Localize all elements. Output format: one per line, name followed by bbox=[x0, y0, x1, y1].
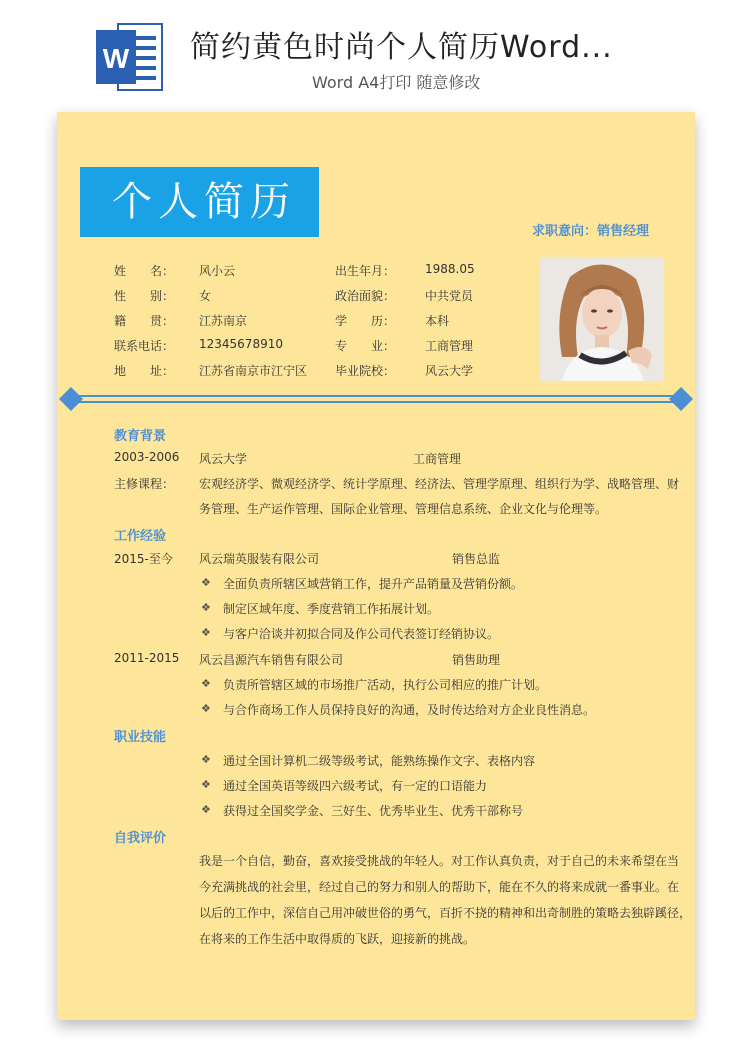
job-duty: 全面负责所辖区域营销工作，提升产品销量及营销份额。 bbox=[223, 577, 524, 591]
self-eval-line: 在将来的工作生活中取得质的飞跃，迎接新的挑战。 bbox=[199, 932, 476, 946]
section-title-skills: 职业技能 bbox=[114, 730, 167, 745]
skill-item: 获得过全国奖学金、三好生、优秀毕业生、优秀干部称号 bbox=[223, 804, 524, 818]
info-value-politics: 中共党员 bbox=[425, 289, 474, 303]
document-subtitle: Word A4打印 随意修改 bbox=[312, 73, 481, 92]
word-file-icon bbox=[96, 22, 164, 92]
job-company: 风云昌源汽车销售有限公司 bbox=[199, 653, 344, 667]
bullet-icon: ❖ bbox=[201, 677, 211, 690]
bullet-icon: ❖ bbox=[201, 601, 211, 614]
info-label-degree: 学 历： bbox=[335, 314, 396, 328]
info-value-phone: 12345678910 bbox=[199, 337, 283, 351]
info-value-school: 风云大学 bbox=[425, 364, 474, 378]
info-value-degree: 本科 bbox=[425, 314, 450, 328]
info-value-major: 工商管理 bbox=[425, 339, 474, 353]
job-duty: 与客户洽谈并初拟合同及作公司代表签订经销协议。 bbox=[223, 627, 500, 641]
info-value-birth: 1988.05 bbox=[425, 262, 475, 276]
bullet-icon: ❖ bbox=[201, 778, 211, 791]
info-label-name: 姓 名： bbox=[114, 264, 175, 278]
profile-photo bbox=[540, 257, 664, 381]
job-objective: 求职意向：销售经理 bbox=[531, 224, 649, 239]
info-value-gender: 女 bbox=[199, 289, 212, 303]
section-title-self: 自我评价 bbox=[114, 831, 167, 846]
info-label-phone: 联系电话： bbox=[114, 339, 175, 353]
resume-title: 个人简历 bbox=[80, 167, 319, 237]
job-duty: 与合作商场工作人员保持良好的沟通，及时传达给对方企业良性消息。 bbox=[223, 703, 596, 717]
courses-line: 宏观经济学、微观经济学、统计学原理、经济法、管理学原理、组织行为学、战略管理、财 bbox=[199, 477, 680, 491]
document-header bbox=[0, 0, 750, 105]
info-label-politics: 政治面貌： bbox=[335, 289, 396, 303]
section-divider bbox=[57, 382, 695, 418]
bullet-icon: ❖ bbox=[201, 576, 211, 589]
bullet-icon: ❖ bbox=[201, 702, 211, 715]
info-label-origin: 籍 贯： bbox=[114, 314, 175, 328]
job-period: 2011-2015 bbox=[114, 651, 180, 665]
skill-item: 通过全国计算机二级等级考试，能熟练操作文字、表格内容 bbox=[223, 754, 536, 768]
self-eval-line: 我是一个自信，勤奋，喜欢接受挑战的年轻人。对工作认真负责，对于自己的未来希望在当 bbox=[199, 854, 680, 868]
education-major: 工商管理 bbox=[413, 452, 462, 466]
info-label-gender: 性 别： bbox=[114, 289, 175, 303]
job-duty: 负责所管辖区域的市场推广活动，执行公司相应的推广计划。 bbox=[223, 678, 548, 692]
info-value-address: 江苏省南京市江宁区 bbox=[199, 364, 308, 378]
document-title: 简约黄色时尚个人简历Word... bbox=[190, 30, 613, 65]
bullet-icon: ❖ bbox=[201, 803, 211, 816]
info-label-major: 专 业： bbox=[335, 339, 396, 353]
resume-page bbox=[57, 112, 695, 1020]
section-title-work: 工作经验 bbox=[114, 529, 167, 544]
job-company: 风云瑞英服装有限公司 bbox=[199, 552, 320, 566]
bullet-icon: ❖ bbox=[201, 626, 211, 639]
info-label-address: 地 址： bbox=[114, 364, 175, 378]
self-eval-line: 以后的工作中，深信自己用冲破世俗的勇气，百折不挠的精神和出奇制胜的策略去独辟蹊径， bbox=[199, 906, 692, 920]
job-period: 2015-至今 bbox=[114, 552, 173, 566]
section-title-education: 教育背景 bbox=[114, 429, 167, 444]
job-position: 销售助理 bbox=[452, 653, 501, 667]
job-position: 销售总监 bbox=[452, 552, 501, 566]
info-value-name: 风小云 bbox=[199, 264, 236, 278]
education-period: 2003-2006 bbox=[114, 450, 180, 464]
job-duty: 制定区域年度、季度营销工作拓展计划。 bbox=[223, 602, 440, 616]
skill-item: 通过全国英语等级四六级考试，有一定的口语能力 bbox=[223, 779, 488, 793]
courses-line: 务管理、生产运作管理、国际企业管理、管理信息系统、企业文化与伦理等。 bbox=[199, 502, 608, 516]
info-label-school: 毕业院校： bbox=[335, 364, 396, 378]
courses-label: 主修课程： bbox=[114, 477, 175, 491]
svg-text:W: W bbox=[102, 43, 130, 74]
info-label-birth: 出生年月： bbox=[335, 264, 396, 278]
self-eval-line: 今充满挑战的社会里，经过自己的努力和别人的帮助下，能在不久的将来成就一番事业。在 bbox=[199, 880, 680, 894]
info-value-origin: 江苏南京 bbox=[199, 314, 248, 328]
education-school: 风云大学 bbox=[199, 452, 248, 466]
bullet-icon: ❖ bbox=[201, 753, 211, 766]
